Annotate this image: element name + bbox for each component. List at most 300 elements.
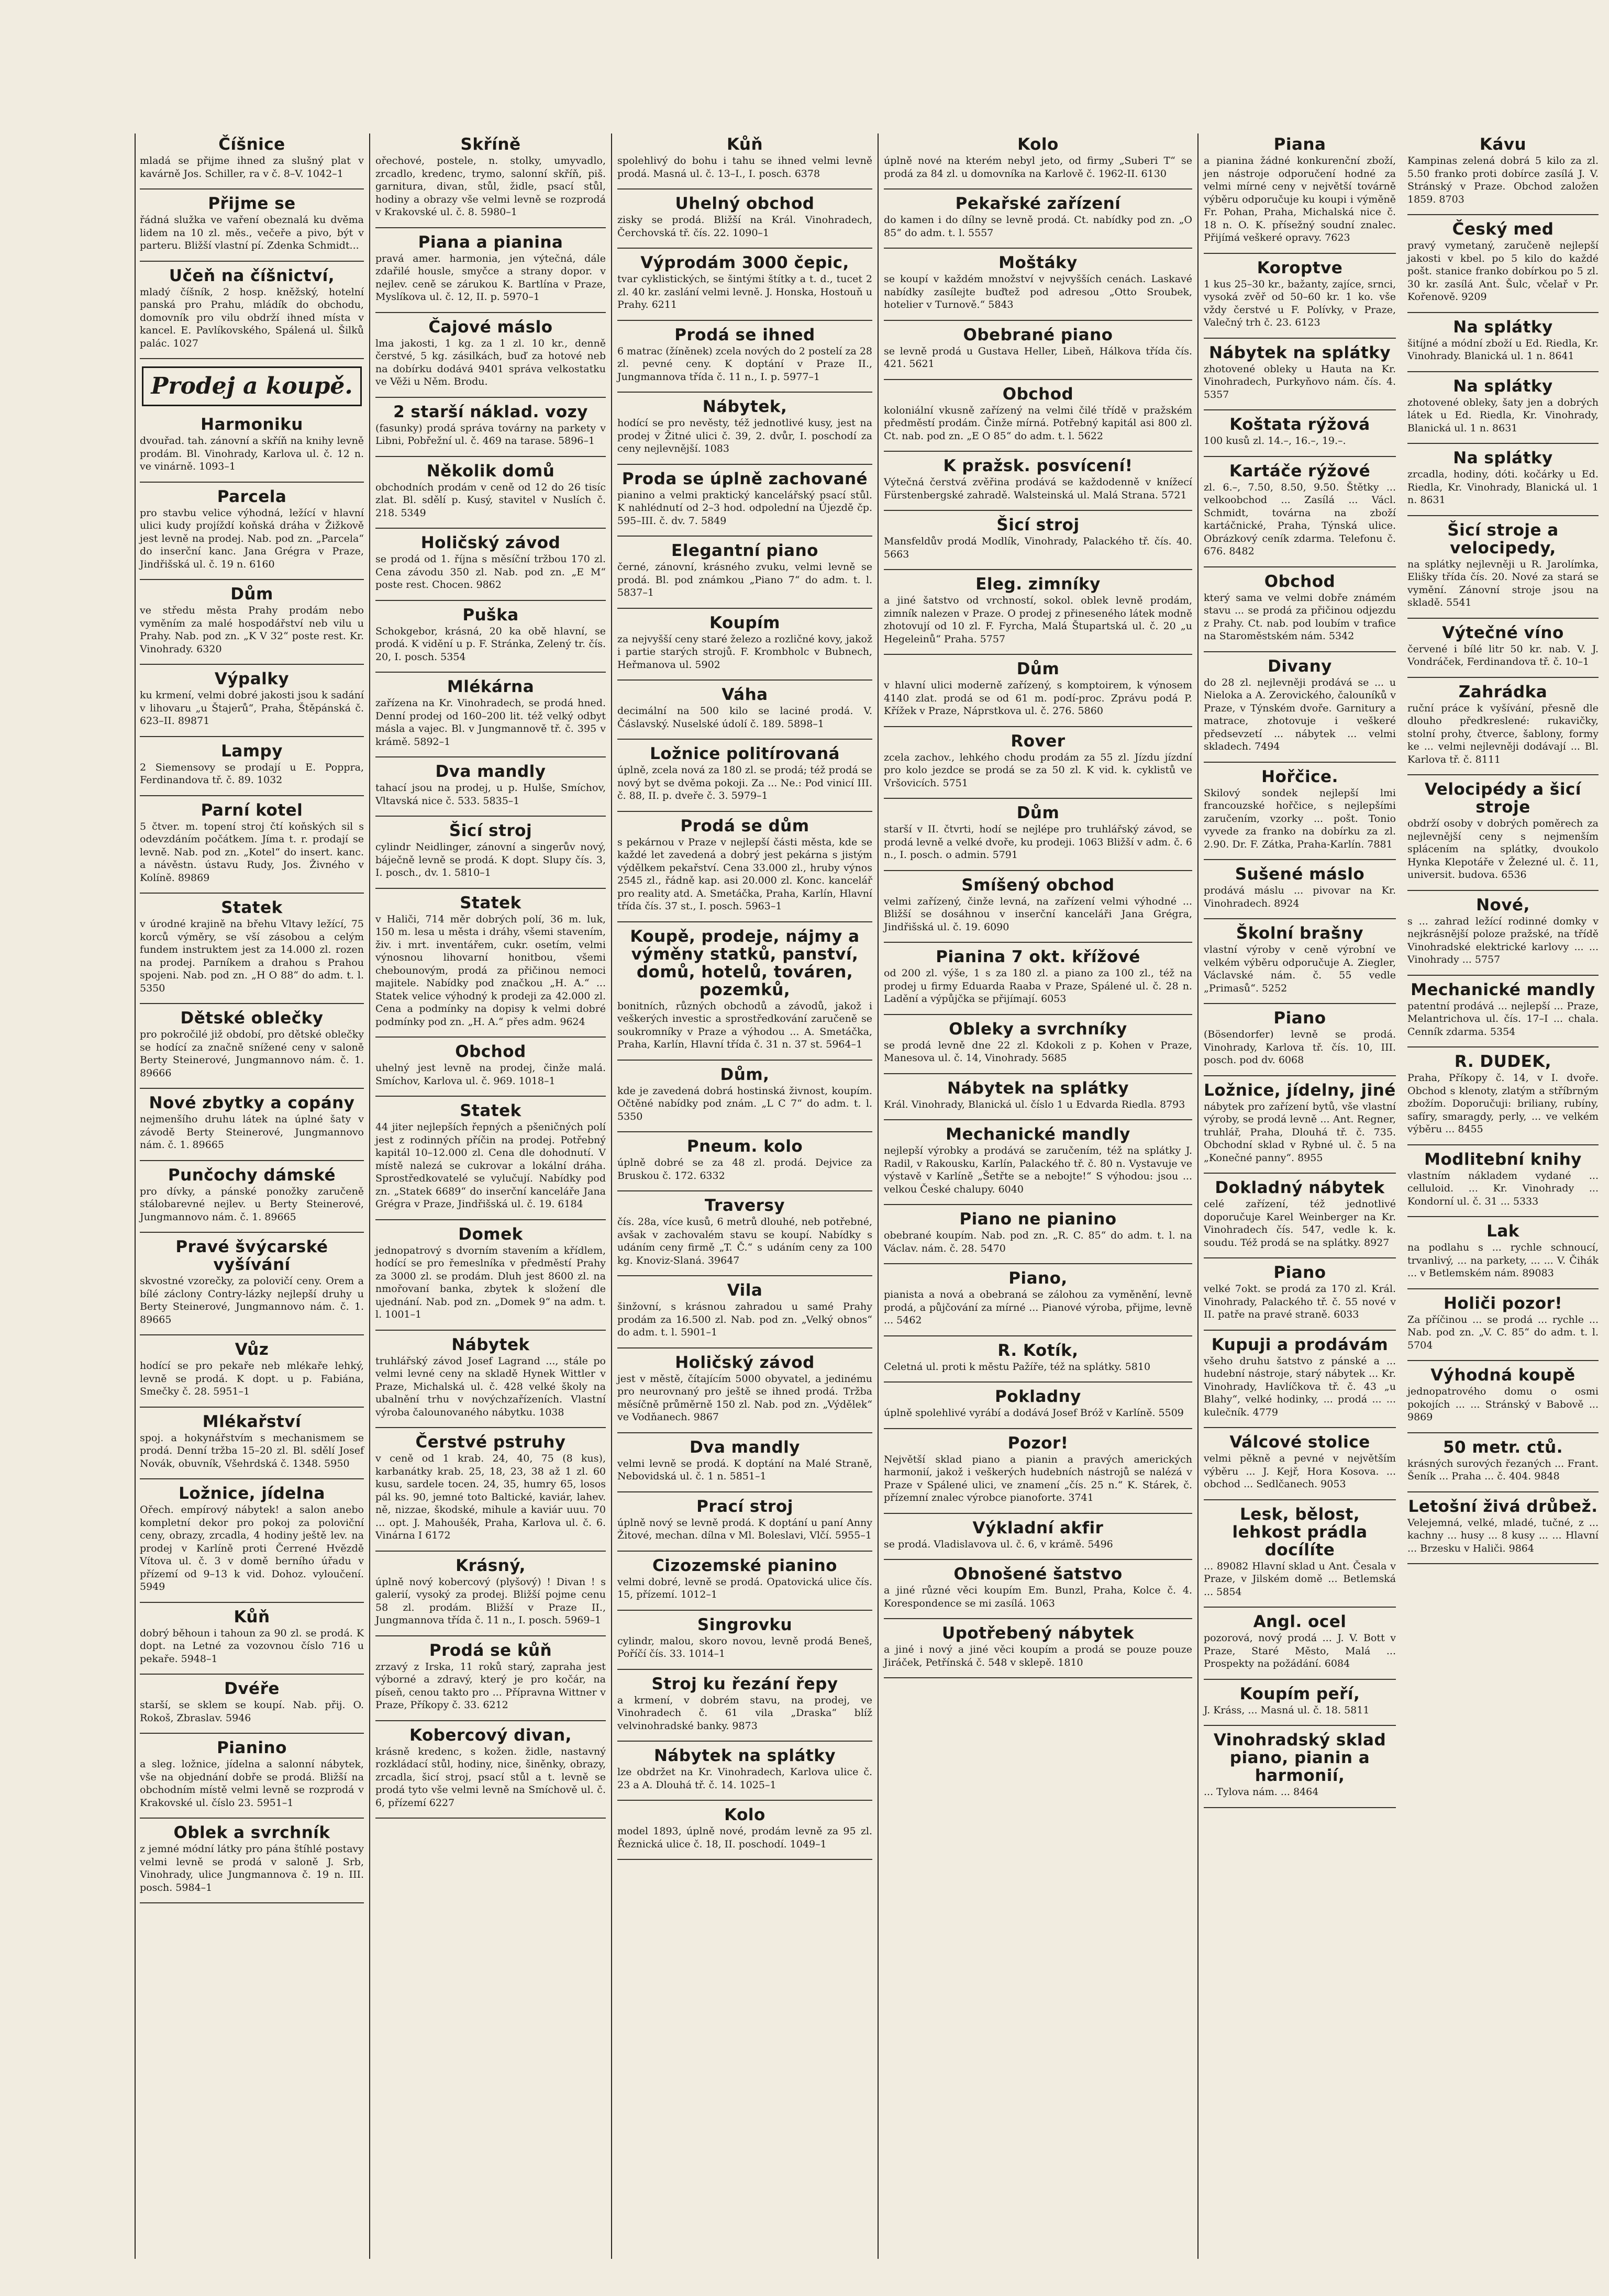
ad-text: za nejvyšší ceny staré železo a rozličné kovy, jakož i partie starých strojů. F. Krombholc v Bubnech, Heřmanova ul. 5902 (617, 633, 872, 671)
classified-ad (617, 254, 872, 311)
ad-text: krásně kredenc, s kožen. židle, nastavný rozkládací stůl, hodiny, nice, šiněnky, obrazy, zrcadla, šicí stroj, psací stůl a t. levně se prodá tyto vše velmi levně na Smíchově ul. č. 6, přízemí 6227 (375, 1745, 606, 1809)
classified-ad (140, 670, 364, 728)
ad-heading: Dům (1016, 804, 1060, 822)
ad-text: tvar cyklistických, se šintými štítky a t. d., tucet 2 zl. 40 kr. zaslání velmi levně. J. Honska, Hostouň u Prahy. 6211 (617, 273, 872, 310)
ad-heading: Prací stroj (696, 1497, 793, 1516)
ad-heading: Čajové máslo (428, 317, 553, 337)
ad-text: zrcadla, hodiny, dóti. kočárky u Ed. Riedla, Kr. Vinohrady, Blanická ul. 1 n. 8631 (1407, 469, 1599, 506)
classified-ad (617, 470, 872, 528)
classified-ad (1407, 449, 1599, 507)
ad-separator (375, 600, 606, 601)
ad-heading: Koupím (709, 613, 780, 632)
ad-heading: Pianino (217, 1738, 287, 1757)
ad-separator (617, 1491, 872, 1492)
ad-separator (375, 1096, 606, 1097)
ad-heading: Holičský závod (420, 533, 561, 552)
ad-text: kde je zavedená dobrá hostinská živnost, koupím. Očtěné nabídky pod znám. „L C 7“ do adm. t. l. 5350 (617, 1085, 872, 1122)
ad-heading: Kolo (724, 1805, 765, 1824)
ad-text: nejlepší výrobky a prodává se zaručením, též na splátky J. Radil, v Rakousku, Karlín, Palackého tř. č. 80 n. Vystavuje ve výstavě v Karlíně „Šetřte se a nebojte!“ S výhodou: jsou ... velkou České chalupy. 6040 (884, 1145, 1192, 1195)
ad-heading: 2 starší náklad. vozy (393, 402, 588, 421)
ad-heading: Ložnice, jídelna (179, 1484, 325, 1503)
ad-separator (1204, 918, 1396, 919)
ad-heading: Dům (230, 585, 273, 604)
ad-heading: Dům, (720, 1065, 770, 1084)
classified-ad (1407, 1498, 1599, 1555)
classified-ad (884, 1519, 1192, 1551)
ad-heading: Domek (458, 1224, 523, 1244)
ad-heading: Koupě, prodeje, nájmy a výměny statků, panství, domů, hotelů, továren, pozemků, (630, 927, 860, 999)
ad-separator (1204, 1427, 1396, 1428)
ad-separator (884, 1381, 1192, 1383)
ad-text: řádná služka ve vaření obeznalá ku dvěma lidem na 10 zl. měs., večeře a pivo, být v parteru. Bližší vlastní pí. Zdenka Schmidt... (140, 214, 364, 251)
ad-separator (140, 1818, 364, 1819)
classified-ad (1407, 1053, 1599, 1136)
ad-heading: Válcové stolice (1229, 1433, 1370, 1452)
ad-text: úplně nový se levně prodá. K doptání u paní Anny Žitové, mechan. dílna v Ml. Boleslavi, Vlčí. 5955–1 (617, 1517, 872, 1541)
ad-text: koloniální vkusně zařízený na velmi čilé třídě v pražském předměstí prodám. Činže mírná. Potřebný kapitál asi 800 zl. Ct. nab. pod zn. „E O 85“ do adm. t. l. 5622 (884, 404, 1192, 442)
section-heading-box (142, 366, 362, 406)
ad-separator (140, 664, 364, 665)
classified-ad (1204, 1433, 1396, 1491)
ad-heading: Dům (1016, 660, 1060, 678)
ad-heading: Mlékařství (202, 1412, 302, 1431)
classified-ad (375, 822, 606, 879)
ad-text: patentní prodává ... nejlepší ... Praze, Melantrichova ul. čís. 17–I ... chala. Cenník zdarma. 5354 (1407, 1000, 1599, 1038)
column-6 (1402, 133, 1604, 2259)
ad-separator (1407, 774, 1599, 775)
ad-separator (1204, 409, 1396, 410)
ad-separator (1407, 890, 1599, 891)
ad-heading: Nábytek na splátky (653, 1746, 836, 1765)
ad-heading: Kartáče rýžové (1229, 461, 1371, 481)
ad-text: cylindr, malou, skoro novou, levně prodá Beneš, Poříčí čís. 33. 1014–1 (617, 1635, 872, 1659)
ad-text: v ceně od 1 krab. 24, 40, 75 (8 kus), karbanátky krab. 25, 18, 23, 38 až 1 zl. 60 kusu, sardele tocen. 24, 35, humry 65, losos pál ks. 90, jemné toto Baltické, kaviár, lahev. ně, nizzae, škodské, mihule a kaviár uuu. 70 ... opt. J. Mahoušék, Praha, Karlova ul. č. 6. Vinárna I 6172 (375, 1453, 606, 1541)
ad-text: 1 kus 25–30 kr., bažanty, zajíce, srnci, vysoká zvěř od 50–60 kr. 1 ko. vše vždy čerstvé u F. Polívky, v Praze, Valečný trh č. 23. 6123 (1204, 278, 1396, 328)
ad-separator (375, 1720, 606, 1721)
ad-separator (1204, 253, 1396, 254)
ad-heading: Kůň (234, 1607, 270, 1626)
ad-separator (1407, 214, 1599, 215)
ad-separator (375, 1219, 606, 1220)
ad-heading: Obchod (455, 1042, 526, 1061)
ad-heading: Uhelný obchod (675, 194, 815, 213)
ad-separator (140, 736, 364, 737)
ad-separator (375, 397, 606, 398)
ad-heading: Hořčice. (1261, 767, 1338, 786)
classified-ad (617, 928, 872, 1051)
ad-separator (1407, 1046, 1599, 1047)
ad-heading: Nábytek (451, 1335, 530, 1354)
classified-ad (1204, 259, 1396, 329)
ad-separator (1204, 651, 1396, 652)
ad-text: bonitních, různých obchodů a závodů, jakož i veškerých investic a sprostředkování zaručeně se soukromníky v Praze a výhodou ... A. Smetáčka, Praha, Karlín, Hlavní třída č. 31 n. 37 st. 5964–1 (617, 1000, 872, 1050)
ad-text: pozorová, nový prodá ... J. V. Bott v Praze, Staré Město, Malá ... Prospekty na požádání. 6084 (1204, 1632, 1396, 1669)
ad-text: pianino a velmi praktický kancelářský psací stůl. K nahlédnutí od 2–3 hod. odpolední na Újezdě čp. 595–III. č. dv. 7. 5849 (617, 489, 872, 527)
ad-heading: Školní brašny (1236, 924, 1364, 943)
ad-heading: R. DUDEK, (1454, 1052, 1552, 1071)
classified-ad (1204, 1264, 1396, 1321)
ad-text: obchodních prodám v ceně od 12 do 26 tisíc zlat. Bl. sdělí p. Kusý, stavitel v Nuslích č. 218. 5349 (375, 481, 606, 519)
ad-separator (375, 756, 606, 757)
ad-separator (1204, 1807, 1396, 1808)
ad-separator (617, 1551, 872, 1552)
ad-text: pravý vymetaný, zaručeně nejlepší jakosti v kbel. po 5 kilo do každé pošt. stanice franko dobírkou po 5 zl. 30 kr. zasílá Ant. Šulc, včelař v Pr. Kořenově. 9209 (1407, 240, 1599, 303)
ad-heading: Eleg. zimníky (975, 575, 1101, 594)
ad-text: všeho druhu šatstvo z pánské a ... hudební nástroje, starý nábytek ... Kr. Vinohrady, Havlíčkova tř. č. 43 „u Blahy“, velké hodinky, ... prodá ... ... kulečník. 4779 (1204, 1355, 1396, 1418)
ad-text: velmi zařízený, činže levná, na zařízení velmi výhodné ... Bližší se dosáhnou v inserční kanceláři Jana Grégra, Jindřišská ul. č. 19. 6090 (884, 895, 1192, 933)
ad-heading: Český med (1452, 220, 1554, 239)
ad-heading: Stroj ku řezání řepy (651, 1674, 838, 1693)
ad-heading: Na splátky (1453, 449, 1553, 467)
ad-text: cylindr Neidlinger, zánovní a singerův nový, báječně levně se prodá. K dopt. Slupy čís. 3, I. posch., dv. 1. 5810–1 (375, 841, 606, 878)
ad-separator (617, 921, 872, 922)
ad-heading: Zahrádka (1458, 682, 1548, 701)
ad-text: 44 jiter nejlepších řepných a pšeničných polí jest z rodinných příčin na prodej. Potřebný kapitál 10–12.000 zl. Cena dle dohodnutí. V místě nalezá se cukrovar a lokální dráha. Sprostředkovatelé se vylučují. Nabídky pod zn. „Statek 6689“ do inserční kanceláře Jana Grégra v Praze, Jindřišská ul. č. 19. 6184 (375, 1121, 606, 1210)
ad-text: ruční práce k vyšívání, přesně dle dlouho předkreslené: rukavičky, stolní prohy, čtverce, šablony, formy ke ... velmi nejlevněji dodávají ... Bl. Karlova tř. č. 8111 (1407, 702, 1599, 765)
ad-text: s ... zahrad ležící rodinné domky v nejkrásnější poloze pražské, na třídě Vinohradské elektrické karlovy ... ... Vinohrady ... 5757 (1407, 915, 1599, 965)
ad-separator (884, 569, 1192, 570)
classified-ad (1204, 1336, 1396, 1419)
classified-ad (617, 1066, 872, 1123)
classified-ad (617, 1498, 872, 1542)
ad-separator (375, 672, 606, 673)
classified-ad (375, 403, 606, 448)
ad-text: velké 7okt. se prodá za 170 zl. Král. Vinohrady, Palackého tř. č. 55 nové v II. patře na pravé straně. 6033 (1204, 1283, 1396, 1320)
ad-separator (1407, 515, 1599, 516)
classified-ad (375, 1336, 606, 1419)
ad-heading: Výpalky (214, 670, 290, 688)
ad-separator (617, 1190, 872, 1191)
ad-text: dobrý běhoun i tahoun za 90 zl. se prodá. K dopt. na Letné za vozovnou číslo 716 u pekaře. 5948–1 (140, 1627, 364, 1665)
classified-ad (140, 1739, 364, 1809)
ad-separator (1204, 1725, 1396, 1726)
ad-heading: Lak (1486, 1222, 1519, 1241)
classified-ad (1204, 1685, 1396, 1717)
column-5 (1199, 133, 1401, 2259)
ad-text: od 200 zl. výše, 1 s za 180 zl. a piano za 100 zl., též na prodej u firmy Eduarda Raaba v Praze, Spálené ul. č. 28 n. Ladění a výpůjčka se přijímají. 6053 (884, 967, 1192, 1005)
classified-ad (1407, 981, 1599, 1039)
classified-ad (140, 267, 364, 350)
ad-heading: Singrovku (697, 1615, 793, 1634)
ad-separator (375, 1330, 606, 1331)
classified-ad (884, 1388, 1192, 1420)
ad-text: 5 čtver. m. topení stroj čtí koňských sil s odevzdáním počátkem. Jíma t. r. prodají se levně. Nab. pod zn. „Kotel“ do insert. kanc. a návěstn. ústavu Rudy, Jos. Živného v Kolíně. 89869 (140, 820, 364, 884)
ad-separator (140, 358, 364, 359)
ad-separator (617, 739, 872, 740)
ad-separator (617, 536, 872, 537)
ad-separator (884, 379, 1192, 380)
ad-separator (1204, 762, 1396, 763)
ad-heading: Upotřebený nábytek (942, 1624, 1134, 1643)
ad-text: obdrží osoby v dobrých poměrech za nejlevnější ceny s nejmenším splácením na splátky, dvoukolo Hynka Klepotáře v Železné ul. č. 11, universit. budova. 6536 (1407, 818, 1599, 880)
column-2 (370, 133, 611, 2259)
ad-text: úplně spolehlivé vyrábí a dodává Josef Bróž v Karlíně. 5509 (884, 1407, 1184, 1419)
ad-heading: Velocipédy a šicí stroje (1425, 780, 1581, 817)
ad-separator (1204, 1003, 1396, 1004)
ad-separator (617, 1741, 872, 1742)
ad-text: Král. Vinohrady, Blanická ul. číslo 1 u Edvarda Riedla. 8793 (884, 1098, 1185, 1110)
classified-ad (617, 686, 872, 730)
ad-heading: Koštata rýžová (1229, 415, 1370, 434)
classified-ad (140, 585, 364, 655)
ad-separator (1407, 975, 1599, 976)
ad-text: se levně prodá u Gustava Heller, Libeň, Hálkova třída čís. 421. 5621 (884, 345, 1192, 370)
classified-ad (1407, 377, 1599, 435)
ad-text: a jiné i nový a jiné věci koupím a prodá se pouze pouze Jiráček, Petřínská č. 548 v sklepě. 1810 (884, 1644, 1192, 1668)
classified-ad (617, 195, 872, 239)
ad-separator (884, 248, 1192, 249)
classified-ad (884, 1020, 1192, 1065)
ad-heading: Divany (1268, 656, 1332, 676)
ad-separator (1407, 1432, 1599, 1433)
ad-heading: Nábytek na splátky (947, 1078, 1129, 1098)
classified-ad (375, 1642, 606, 1712)
ad-text: Za příčinou ... se prodá ... rychle ... Nab. pod zn. „V. C. 85“ do adm. t. l. 5704 (1407, 1313, 1599, 1351)
ad-separator (1204, 338, 1396, 339)
ad-separator (617, 608, 872, 609)
ad-text: lma jakosti, 1 kg. za 1 zl. 10 kr., denně čerstvé, 5 kg. zásilkách, buď za hotové neb na dobírku dodává 9401 správa velkostatku ve Věži u Něm. Brodu. (375, 337, 606, 387)
ad-text: mladá se přijme ihned za slušný plat v kavárně Jos. Schiller, ra v č. 8–V. 1042–1 (140, 155, 364, 180)
ad-separator (375, 456, 606, 457)
classified-ad (375, 1225, 606, 1321)
ad-text: zařízena na Kr. Vinohradech, se prodá hned. Denní prodej od 160–200 lit. též velký odbyt másla a vajec. Bl. v Jungmannově tř. č. 395 v krámě. 5892–1 (375, 697, 606, 748)
ad-heading: Šicí stroje a velocipedy, (1447, 520, 1559, 558)
ad-heading: Koupím peří, (1239, 1684, 1360, 1703)
ad-separator (617, 1432, 872, 1433)
ad-text: model 1893, úplně nové, prodám levně za 95 zl. Řeznická ulice č. 18, II. poschodí. 1049–1 (617, 1825, 872, 1850)
classified-ad (1407, 220, 1599, 304)
classified-ad (140, 1238, 364, 1326)
ad-heading: Lesk, bělost, lehkost prádla docílíte (1232, 1504, 1368, 1559)
classified-ad (884, 136, 1192, 180)
ad-text: Mansfeldův prodá Modlík, Vinohrady, Palackého tř. čís. 40. 5663 (884, 536, 1192, 560)
ad-separator (884, 1119, 1192, 1120)
classified-ad (1407, 318, 1599, 363)
ad-heading: Nové, (1476, 895, 1530, 915)
ad-text: Skilový sondek nejlepší lmi francouzské hořčice, s nejlepšími zaručením, vzorky ... pošt. Tonio vyvede za franko na dobírku za zl. 2.90. Dr. F. Zátka, Praha-Karlín. 7881 (1204, 787, 1396, 850)
classified-ad (1407, 1222, 1599, 1280)
ad-separator (1407, 312, 1599, 313)
ad-heading: Piano, (1008, 1269, 1068, 1288)
classified-ad (884, 195, 1192, 239)
ad-separator (140, 1232, 364, 1233)
classified-ad (375, 318, 606, 388)
classified-ad (884, 1269, 1192, 1327)
ad-separator (140, 1407, 364, 1408)
classified-ad (375, 136, 606, 219)
classified-ad (1407, 1295, 1599, 1352)
ad-separator (1204, 1607, 1396, 1608)
ad-separator (617, 1859, 872, 1860)
classified-ad (375, 678, 606, 748)
classified-ad (375, 763, 606, 807)
ad-separator (884, 1677, 1192, 1678)
ad-separator (1407, 1216, 1599, 1217)
classified-ad (1204, 136, 1396, 244)
ad-separator (884, 942, 1192, 943)
column-4 (879, 133, 1197, 2259)
ad-separator (375, 1036, 606, 1038)
ad-separator (375, 227, 606, 228)
classified-ad (140, 195, 364, 252)
classified-ad (140, 1341, 364, 1398)
ad-separator (1407, 371, 1599, 372)
ad-separator (884, 1618, 1192, 1619)
ad-text: úplně nový kobercový (plyšový) ! Divan ! s galerií, vysoký za prodej. Bližší pojme cenu 58 zl. prodám. Bližší v Praze II., Jungmannova třída č. 11 n., I. posch. 5969–1 (375, 1576, 606, 1626)
classified-ad (617, 542, 872, 599)
ad-heading: Pozor! (1007, 1433, 1069, 1453)
ad-text: celé zařízení, též jednotlivé doporučuje Karel Weinberger na Kr. Vinohradech čís. 547, vedle k. k. soudu. Též prodá se na splátky. 8927 (1204, 1198, 1396, 1249)
classified-ad (375, 233, 606, 304)
ad-separator (140, 261, 364, 262)
ad-separator (1204, 1679, 1396, 1680)
ad-text: 100 kusů zl. 14.–, 16.–, 19.–. (1204, 435, 1346, 447)
ad-text: se koupí v každém množství v nejvyšších cenách. Laskavé nabídky zasílejte buďtež pod adresou „Otto Sroubek, hotelier v Turnově.“ 5843 (884, 273, 1192, 310)
ad-separator (617, 1131, 872, 1132)
classified-ad (884, 1210, 1192, 1255)
classified-ad (1204, 865, 1396, 910)
ad-separator (884, 870, 1192, 871)
ad-text: zl. 6.–, 7.50, 8.50, 9.50. Štětky ... velkoobchod ... Zasílá ... Václ. Schmidt, továrna na zboží kartáčnické, Praha, Týnská ulice. Obrázkový ceník zdarma. Telefonu č. 676. 8482 (1204, 481, 1396, 557)
ad-text: s pekárnou v Praze v nejlepší části města, kde se každé let zavedená a dobrý jest pekárna s jistým výdělkem pekařství. Cena 33.000 zl., hruby výnos 2545 zl., řádně kap. asi 20.000 zl. Konc. kancelář pro reality atd. A. Smetáčka, Praha, Karlín, Hlavní třída čís. 37 st., I. posch. 5963–1 (617, 836, 872, 912)
ad-text: Schokgebor, krásná, 20 ka obě hlavní, se prodá. K vidění u p. F. Stránka, Zelený tr. čís. 20, I. posch. 5354 (375, 625, 606, 663)
ad-separator (884, 320, 1192, 321)
ad-separator (140, 1602, 364, 1603)
ad-heading: Ložnice, jídelny, jiné (1204, 1080, 1396, 1100)
ad-heading: Na splátky (1453, 376, 1553, 396)
ad-heading: Lampy (221, 741, 283, 761)
classified-ad (617, 1747, 872, 1791)
ad-heading: Nábytek, (702, 397, 787, 416)
ad-text: jednopatrového domu o osmi pokojích ... ... Stránský v Babově ... 9869 (1407, 1386, 1599, 1423)
ad-heading: Mechanické mandly (946, 1125, 1130, 1144)
ad-separator (617, 811, 872, 812)
classified-ad (140, 1608, 364, 1666)
ad-separator (375, 1818, 606, 1819)
ad-heading: Statek (460, 1101, 521, 1120)
ad-separator (884, 1428, 1192, 1429)
ad-text: šitíjné a módní zboží u Ed. Riedla, Kr. Vinohrady. Blanická ul. 1 n. 8641 (1407, 337, 1599, 362)
ad-text: velmi dobré, levně se prodá. Opatovická ulice čís. 15, přízemí. 1012–1 (617, 1576, 872, 1600)
ad-text: Největší sklad piano a pianin a pravých amerických harmonií, jakož i veškerých hudebních nástrojů se nalézá v Praze v Spálené ulici, ve znamení „čís. 25 n.“ K. Stárek, č. přízemní znalec výrobce pianoforte. 3741 (884, 1453, 1192, 1503)
ad-separator (375, 888, 606, 889)
ad-heading: Obnošené šatstvo (953, 1565, 1123, 1584)
classified-ad (140, 488, 364, 571)
ad-text: úplně nové na kterém nebyl jeto, od firmy „Suberi T“ se prodá za 84 zl. u domovníka na Karlově č. 1962-II. 6130 (884, 155, 1192, 180)
ad-heading: Dětské oblečky (180, 1009, 324, 1028)
ad-separator (617, 1347, 872, 1348)
ad-text: ... Tylova nám. ... 8464 (1204, 1786, 1319, 1798)
ad-separator (1407, 1491, 1599, 1492)
ad-text: prodává máslu ... pivovar na Kr. Vinohradech. 8924 (1204, 885, 1396, 909)
ad-text: hodící se pro nevěsty, též jednotlivé kusy, jest na prodej v Žitné ulici č. 39, 2. dvůr, I. poschodí za ceny nejlevnější. 1083 (617, 417, 872, 454)
classified-ad (884, 575, 1192, 645)
classified-ad (375, 534, 606, 592)
ad-heading: Angl. ocel (1253, 1612, 1347, 1631)
ad-heading: Šicí stroj (996, 516, 1080, 534)
ad-text: mladý číšník, 2 hosp. kněžský, hotelní panská pro Prahu, mládík do obchodu, domovník pro vilu obdrží ihned místa v kancel. E. Pavlíkovského, Spálená ul. Šilků palác. 1027 (140, 286, 364, 349)
ad-heading: 50 metr. ctů. (1442, 1437, 1563, 1457)
ad-heading: Mlékárna (447, 677, 535, 696)
ad-text: do 28 zl. nejlevněji prodává se ... u Nieloka a A. Zerovického, čalouníků v Praze, v Týnském dvoře. Garnitury a matrace, zhotovuje i veškeré předsevzetí ... nábytek ... velmi skladech. 7494 (1204, 676, 1396, 752)
ad-text: starší v II. čtvrti, hodí se nejlépe pro truhlářský závod, se prodá levně a velké dvoře, ku prodeji. 1063 Bližší v adm. č. 6 n., I. posch. o admin. 5791 (884, 823, 1192, 861)
ad-heading: Smíšený obchod (961, 875, 1115, 895)
ad-separator (140, 1478, 364, 1479)
classified-ad (375, 606, 606, 664)
classified-ad (1407, 1439, 1599, 1483)
ad-heading: Parní kotel (201, 800, 303, 820)
ad-separator (375, 1635, 606, 1636)
ad-text: (Bösendorfer) levně se prodá. Vinohrady, Karlova tř. čís. 10, III. posch. pod dv. 6068 (1204, 1029, 1396, 1066)
classified-ad (884, 516, 1192, 561)
ad-heading: Piana (1273, 135, 1326, 154)
ad-separator (1204, 1075, 1396, 1076)
ad-separator (1204, 1499, 1396, 1500)
ad-separator (140, 893, 364, 894)
ad-text: pro pokročilé již období, pro dětské oblečky se hodící za značně snížené ceny v saloně Berty Steinerové, Jungmannovo nám. č. 1. 89666 (140, 1029, 364, 1079)
ad-heading: Pianina 7 okt. křížové (936, 948, 1140, 966)
classified-ad (1204, 1506, 1396, 1599)
ad-heading: Dokladný nábytek (1215, 1178, 1385, 1197)
ad-text: jest v městě, čítajícím 5000 obyvatel, a jedinému pro neurovnaný pro ještě se ihned prodá. Tržba měsíčně průměrně 150 zl. Nab. pod zn. „Výdělek“ ve Vodňanech. 9867 (617, 1373, 872, 1423)
ad-heading: Holiči pozor! (1443, 1294, 1563, 1313)
classified-ad (375, 462, 606, 520)
ad-separator (375, 528, 606, 529)
ad-separator (617, 1800, 872, 1801)
ad-text: na splátky nejlevněji u R. Jarolímka, Elišky třída čís. 20. Nové za stará se vymění. Zánovní stroje jsou na skladě. 5541 (1407, 558, 1599, 608)
ad-text: v Haliči, 714 měr dobrých polí, 36 m. luk, 150 m. lesa u města i dráhy, všemi stavením, živ. i mrt. inventářem, cukr. osetím, velmi výnosnou lihovarní honitbou, všemi chebounovým, prodá za přičinou nemoci majitele. Nabídky pod značkou „H. A.“ ... Statek velice výhodný k prodeji za 42.000 zl. Cena a podmínky na dopisy k velmi dobré podmínky pod zn. „H. A.“ přes adm. 9624 (375, 913, 606, 1028)
ad-heading: Váha (722, 685, 768, 704)
ad-separator (1407, 1563, 1599, 1564)
ad-text: Celetná ul. proti k městu Pažíře, též na splátky. 5810 (884, 1361, 1151, 1373)
classified-ad (1204, 1009, 1396, 1067)
ad-text: jednopatrový s dvorním stavením a křídlem, hodící se pro řemeslníka v předměstí Prahy za 3000 zl. se prodám. Dluh jest 8600 zl. na nmořovaní banka, zbytek k složení dle ujednání. Nab. pod zn. „Domek 9“ na adm. t. l. 1001–1 (375, 1244, 606, 1320)
classified-ad (140, 1094, 364, 1152)
ad-heading: Sušené máslo (1235, 865, 1365, 884)
ad-text: dvouřad. tah. zánovní a skříň na knihy levně prodám. Bl. Vinohrady, Karlova ul. č. 12 n. ve vinárně. 1093–1 (140, 435, 364, 472)
classified-ad (1204, 1613, 1396, 1670)
ad-heading: Elegantní piano (671, 541, 818, 560)
ad-heading: Harmoniku (201, 415, 303, 434)
ad-heading: Ložnice politírovaná (650, 744, 840, 763)
classified-ad (617, 1806, 872, 1851)
ad-text: se prodá levně dne 22 zl. Kdokoli z p. Kohen v Praze, Manesova ul. č. 14, Vinohrady. 5685 (884, 1039, 1192, 1064)
classified-ad (140, 1485, 364, 1593)
ad-heading: Cizozemské pianino (652, 1556, 837, 1575)
ad-heading: Číšnice (218, 135, 285, 154)
ad-separator (617, 464, 872, 465)
classified-ad (375, 1726, 606, 1810)
ad-separator (375, 1427, 606, 1428)
classified-ad (884, 254, 1192, 311)
section-title: Prodej a koupě. (151, 373, 353, 399)
ad-separator (140, 1003, 364, 1004)
ad-text: nábytek pro zařízení bytů, vše vlastní výroby, se prodá levně ... Ant. Regner, truhlář, Praha, Dlouhá tř. č. 735. Obchodní sklad v Rybné ul. č. 5 na „Konečné panny“. 8955 (1204, 1100, 1396, 1164)
classified-ad (1204, 657, 1396, 753)
ad-text: vlastní výroby v ceně výrobní ve velkém výběru odporučuje A. Ziegler, Václavské nám. č. 55 vedle „Primasů“. 5252 (1204, 944, 1396, 994)
classified-ad (1204, 344, 1396, 402)
classified-ad (1204, 462, 1396, 558)
ad-text: do kamen i do dílny se levně prodá. Ct. nabídky pod zn. „O 85“ do adm. t. l. 5557 (884, 214, 1192, 239)
ad-text: Kampinas zelená dobrá 5 kilo za zl. 5.50 franko proti dobírce zasílá J. V. Stránský v Praze. Obchod založen 1859. 8703 (1407, 155, 1599, 205)
ad-heading: Holičský závod (675, 1353, 815, 1372)
classified-ad (1407, 683, 1599, 766)
classified-ad (884, 876, 1192, 934)
ad-separator (884, 1204, 1192, 1205)
ad-text: velmi pěkně a pevné v největším výběru ... J. Kejř, Hora Kosova. ... obchod ... Sedlčanech. 9053 (1204, 1453, 1396, 1490)
ad-text: tahací jsou na prodej, u p. Hulše, Smíchov, Vltavská nice č. 533. 5835–1 (375, 782, 606, 807)
ad-separator (140, 1674, 364, 1675)
